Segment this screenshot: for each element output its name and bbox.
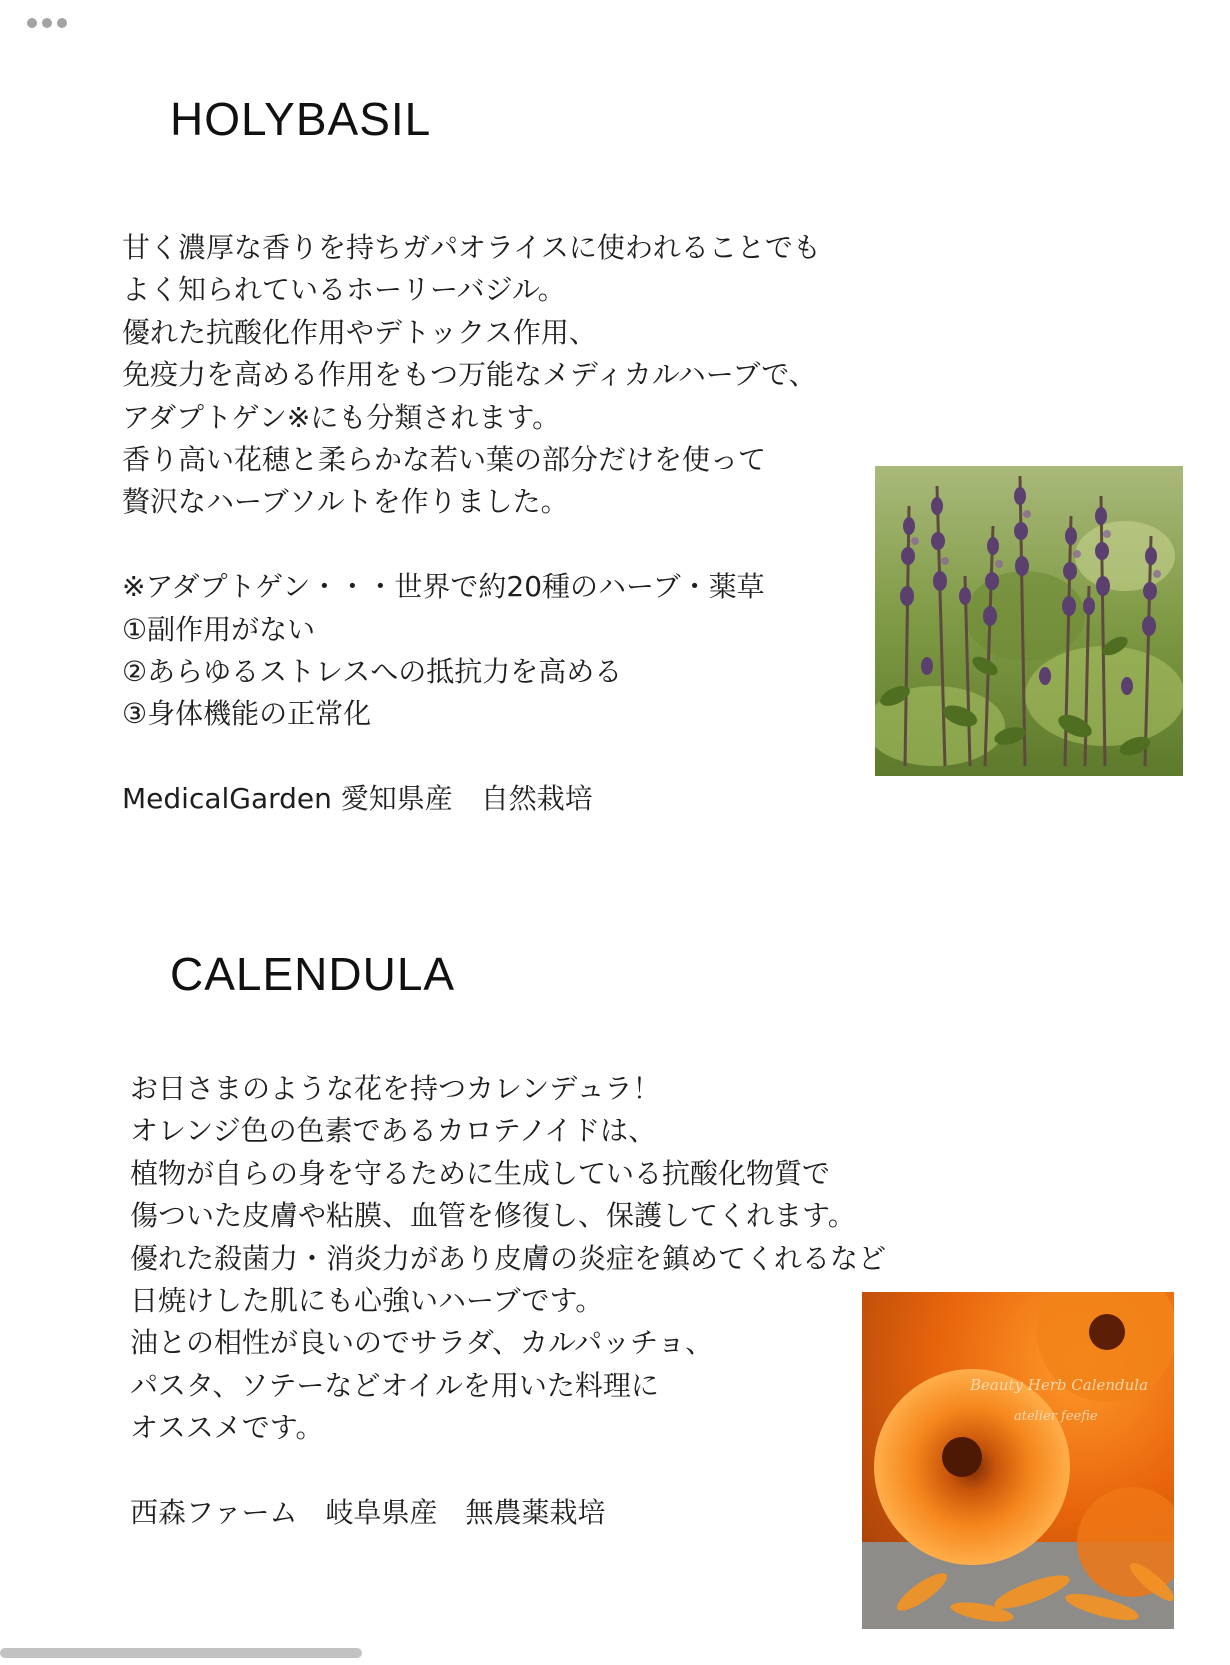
text-line: 西森ファーム 岐阜県産 無農薬栽培 [130, 1495, 606, 1529]
text-line: 優れた抗酸化作用やデトックス作用、 [122, 315, 597, 349]
text-line [122, 736, 821, 778]
text-line: ②あらゆるストレスへの抵抗力を高める [122, 654, 623, 688]
more-dots-icon[interactable] [27, 18, 67, 28]
text-line: 優れた殺菌力・消炎力があり皮膚の炎症を鎮めてくれるなど [130, 1241, 887, 1275]
calendula-flower-image [862, 1292, 1174, 1629]
text-line: MedicalGarden 愛知県産 自然栽培 [122, 782, 593, 816]
text-line: よく知られているホーリーバジル。 [122, 273, 566, 307]
dot [57, 18, 67, 28]
text-line: アダプトゲン※にも分類されます。 [122, 400, 561, 434]
text-line [130, 1450, 886, 1492]
text-line: 油との相性が良いのでサラダ、カルパッチョ、 [130, 1326, 714, 1360]
text-line: ※アダプトゲン・・・世界で約20種のハーブ・薬草 [122, 570, 765, 604]
photo-caption-line1: Beauty Herb Calendula [970, 1376, 1149, 1394]
text-line: 日焼けした肌にも心強いハーブです。 [130, 1283, 604, 1317]
text-line: 甘く濃厚な香りを持ちガパオライスに使われることでも [122, 231, 821, 264]
text-line: 植物が自らの身を守るために生成している抗酸化物質で [130, 1156, 831, 1190]
holybasil-title: HOLYBASIL [170, 93, 432, 145]
dot [27, 18, 37, 28]
text-line: オススメです。 [130, 1411, 324, 1445]
text-line: ①副作用がない [122, 612, 316, 646]
holy-basil-plant-image [875, 466, 1183, 776]
horizontal-scrollbar[interactable] [0, 1648, 362, 1658]
text-line [122, 524, 821, 566]
calendula-description [130, 1068, 886, 1534]
holybasil-description [122, 227, 821, 820]
text-line: パスタ、ソテーなどオイルを用いた料理に [130, 1368, 659, 1402]
text-line: 贅沢なハーブソルトを作りました。 [122, 485, 569, 519]
text-line: お日さまのような花を持つカレンデュラ！ [130, 1072, 661, 1105]
calendula-title: CALENDULA [170, 948, 456, 1000]
photo-caption-line2: atelier feefie [1014, 1409, 1098, 1424]
text-line: ③身体機能の正常化 [122, 697, 372, 731]
text-line: 香り高い花穂と柔らかな若い葉の部分だけを使って [122, 442, 767, 476]
text-line: 傷ついた皮膚や粘膜、血管を修復し、保護してくれます。 [130, 1199, 856, 1233]
text-line: オレンジ色の色素であるカロテノイドは、 [130, 1114, 657, 1148]
calendula-photo [862, 1292, 1174, 1629]
dot [42, 18, 52, 28]
holybasil-photo [875, 466, 1183, 776]
text-line: 免疫力を高める作用をもつ万能なメディカルハーブで、 [122, 358, 817, 392]
